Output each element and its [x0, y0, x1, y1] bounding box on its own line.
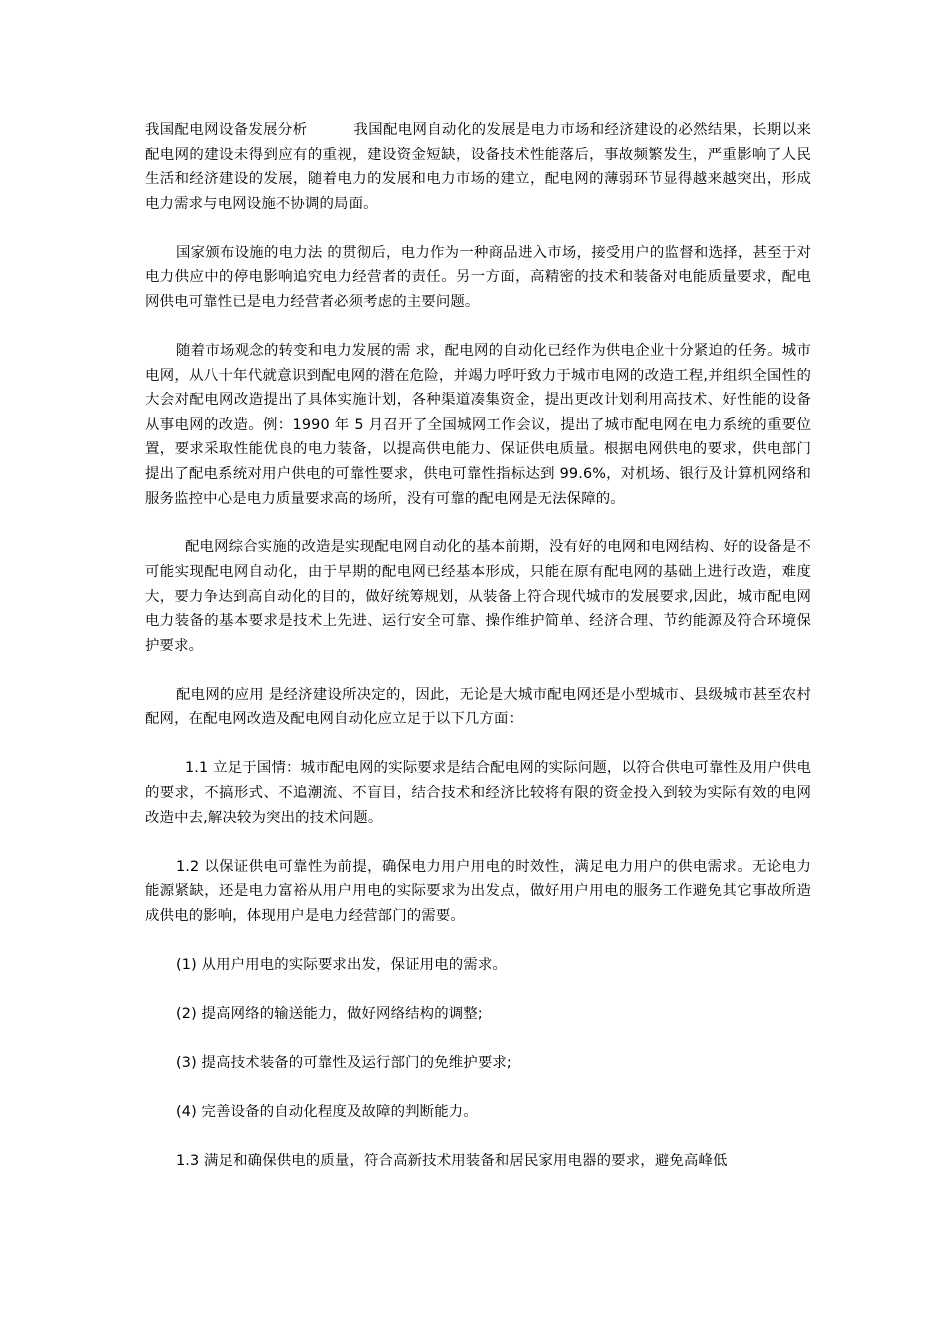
paragraph-section-1-1: 1.1 立足于国情：城市配电网的实际要求是结合配电网的实际问题，以符合供电可靠性及用户供电的要求，不搞形式、不追潮流、不盲目，结合技术和经济比较将有限的资金投入到较为实际有效的电网改造中去,解决较为突出的技术问题。 [145, 760, 811, 826]
paragraph-section-1-2: 1.2 以保证供电可靠性为前提，确保电力用户用电的时效性，满足电力用户的供电需求。无论电力能源紧缺，还是电力富裕从用户用电的实际要求为出发点，做好用户用电的服务工作避免其它事故所造成供电的影响，体现用户是电力经营部门的需要。 [145, 858, 811, 924]
document-title: 我国配电网设备发展分析 [145, 122, 308, 138]
paragraph-intro [145, 118, 811, 216]
paragraph-section-1-3: 1.3 满足和确保供电的质量，符合高新技术用装备和居民家用电器的要求，避免高峰低 [176, 1152, 728, 1169]
document-page [145, 118, 811, 1198]
list-item: (2) 提高网络的输送能力，做好网络结构的调整; [176, 1005, 483, 1022]
paragraph: 随着市场观念的转变和电力发展的需 求，配电网的自动化已经作为供电企业十分紧迫的任务。城市电网，从八十年代就意识到配电网的潜在危险，并竭力呼吁致力于城市电网的改造工程,并组织全国性的大会对配电网改造提出了具体实施计划，各种渠道凑集资金，提出更改计划利用高技术、好性能的设备从事电网的改造。例：1990 年 5 月召开了全国城网工作会议，提出了城市配电网在电力系统的重要位置，要求采取性能优良的电力装备，以提高供电能力、保证供电质量。根据电网供电的要求，供电部门提出了配电系统对用户供电的可靠性要求，供电可靠性指标达到 99.6%，对机场、银行及计算机网络和服务监控中心是电力质量要求高的场所，没有可靠的配电网是无法保障的。 [145, 342, 811, 507]
list-item: (3) 提高技术装备的可靠性及运行部门的免维护要求; [176, 1054, 512, 1071]
list-item: (4) 完善设备的自动化程度及故障的判断能力。 [176, 1103, 478, 1120]
paragraph: 配电网的应用 是经济建设所决定的，因此，无论是大城市配电网还是小型城市、县级城市甚至农村配网，在配电网改造及配电网自动化应立足于以下几方面： [145, 686, 811, 728]
list-item: (1) 从用户用电的实际要求出发，保证用电的需求。 [176, 956, 507, 973]
paragraph-text: 我国配电网自动化的发展是电力市场和经济建设的必然结果，长期以来配电网的建设未得到应有的重视，建设资金短缺，设备技术性能落后，事故频繁发生，严重影响了人民生活和经济建设的发展，随着电力的发展和电力市场的建立，配电网的薄弱环节显得越来越突出，形成电力需求与电网设施不协调的局面。 [145, 122, 812, 212]
paragraph: 国家颁布设施的电力法 的贯彻后，电力作为一种商品进入市场，接受用户的监督和选择，甚至于对电力供应中的停电影响追究电力经营者的责任。另一方面，高精密的技术和装备对电能质量要求，配电网供电可靠性已是电力经营者必须考虑的主要问题。 [145, 244, 811, 310]
paragraph: 配电网综合实施的改造是实现配电网自动化的基本前期，没有好的电网和电网结构、好的设备是不可能实现配电网自动化，由于早期的配电网已经基本形成，只能在原有配电网的基础上进行改造，难度大，要力争达到高自动化的目的，做好统筹规划，从装备上符合现代城市的发展要求,因此，城市配电网电力装备的基本要求是技术上先进、运行安全可靠、操作维护简单、经济合理、节约能源及符合环境保护要求。 [145, 539, 811, 654]
